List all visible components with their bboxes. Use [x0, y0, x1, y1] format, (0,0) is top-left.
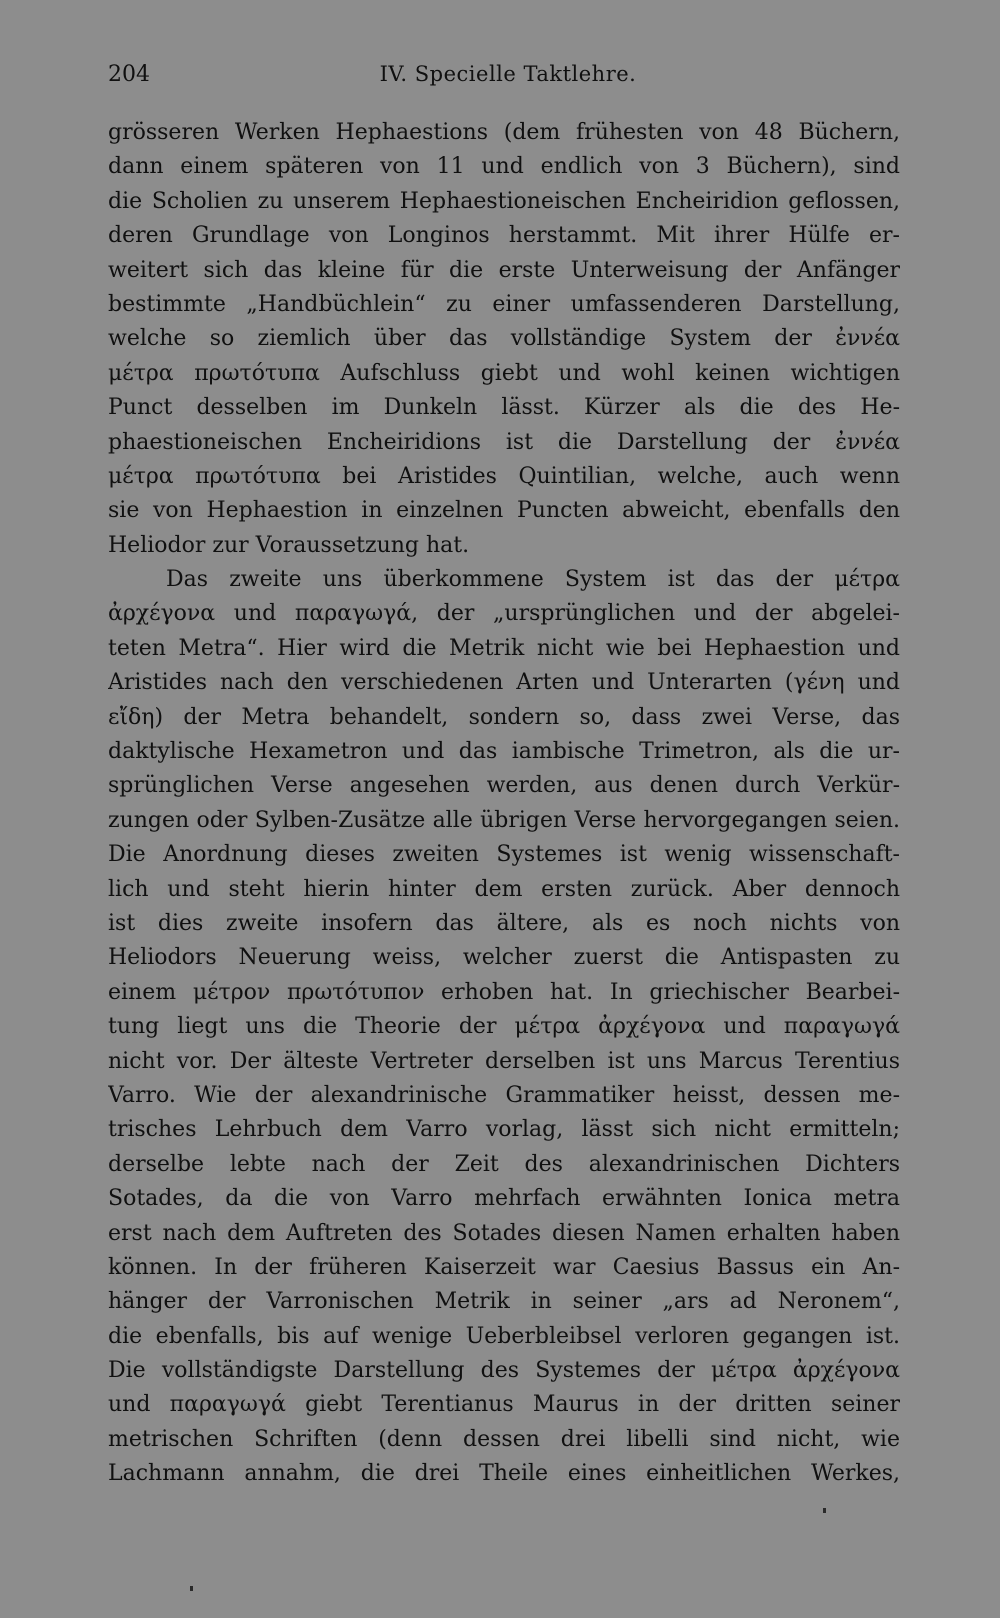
text-line: trisches Lehrbuch dem Varro vorlag, lässt sich nicht ermitteln; — [108, 1117, 900, 1143]
body-text — [108, 116, 900, 1492]
text-line: Die Anordnung dieses zweiten Systemes ist wenig wissenschaft- — [108, 842, 900, 868]
text-line: Heliodors Neuerung weiss, welcher zuerst die Antispasten zu — [108, 945, 900, 971]
text-line: derselbe lebte nach der Zeit des alexandrinischen Dichters — [108, 1151, 900, 1177]
text-line: metrischen Schriften (denn dessen drei libelli sind nicht, wie — [108, 1426, 900, 1452]
text-line: εἴδη) der Metra behandelt, sondern so, dass zwei Verse, das — [108, 704, 900, 730]
text-line: zungen oder Sylben-Zusätze alle übrigen Verse hervorgegangen seien. — [108, 807, 900, 833]
text-line: Die vollständigste Darstellung des Systemes der μέτρα ἀρχέγονα — [108, 1358, 900, 1384]
page-header — [108, 62, 908, 96]
text-line: die Scholien zu unserem Hephaestioneischen Encheiridion geflossen, — [108, 188, 900, 214]
text-line: sprünglichen Verse angesehen werden, aus denen durch Verkür- — [108, 773, 900, 799]
scan-speck — [190, 1586, 193, 1591]
text-line: die ebenfalls, bis auf wenige Ueberbleibsel verloren gegangen ist. — [108, 1323, 900, 1349]
text-line: Das zweite uns überkommene System ist das der μέτρα — [166, 567, 900, 593]
text-line: dann einem späteren von 11 und endlich von 3 Büchern), sind — [108, 154, 900, 180]
text-line: Lachmann annahm, die drei Theile eines einheitlichen Werkes, — [108, 1461, 900, 1487]
text-line: hänger der Varronischen Metrik in seiner „ars ad Neronem“, — [108, 1289, 900, 1315]
text-line: Aristides nach den verschiedenen Arten und Unterarten (γένη und — [108, 670, 900, 696]
text-line: weitert sich das kleine für die erste Unterweisung der Anfänger — [108, 257, 900, 283]
running-head: IV. Specielle Taktlehre. — [379, 62, 637, 86]
text-line: tung liegt uns die Theorie der μέτρα ἀρχέγονα und παραγωγά — [108, 1014, 900, 1040]
text-line: Sotades, da die von Varro mehrfach erwähnten Ionica metra — [108, 1186, 900, 1212]
text-line: einem μέτρον πρωτότυπον erhoben hat. In griechischer Bearbei- — [108, 979, 900, 1005]
text-line: lich und steht hierin hinter dem ersten zurück. Aber dennoch — [108, 876, 900, 902]
text-line: Heliodor zur Voraussetzung hat. — [108, 532, 470, 558]
text-line: sie von Hephaestion in einzelnen Puncten abweicht, ebenfalls den — [108, 498, 900, 524]
text-line: ist dies zweite insofern das ältere, als es noch nichts von — [108, 910, 900, 936]
text-line: teten Metra“. Hier wird die Metrik nicht wie bei Hephaestion und — [108, 635, 900, 661]
text-line: deren Grundlage von Longinos herstammt. Mit ihrer Hülfe er- — [108, 223, 900, 249]
text-line: Varro. Wie der alexandrinische Grammatiker heisst, dessen me- — [108, 1082, 900, 1108]
text-line: μέτρα πρωτότυπα bei Aristides Quintilian, welche, auch wenn — [108, 463, 900, 489]
text-line: erst nach dem Auftreten des Sotades diesen Namen erhalten haben — [108, 1220, 900, 1246]
text-line: nicht vor. Der älteste Vertreter derselben ist uns Marcus Terentius — [108, 1048, 900, 1074]
text-line: bestimmte „Handbüchlein“ zu einer umfassenderen Darstellung, — [108, 291, 900, 317]
text-line: können. In der früheren Kaiserzeit war Caesius Bassus ein An- — [108, 1254, 900, 1280]
text-line: grösseren Werken Hephaestions (dem frühesten von 48 Büchern, — [108, 120, 900, 145]
text-line: phaestioneischen Encheiridions ist die Darstellung der ἐννέα — [108, 429, 900, 455]
scan-speck — [823, 1508, 826, 1513]
text-line: welche so ziemlich über das vollständige System der ἐννέα — [108, 326, 900, 352]
text-line: Punct desselben im Dunkeln lässt. Kürzer als die des He- — [108, 395, 900, 421]
text-line: μέτρα πρωτότυπα Aufschluss giebt und wohl keinen wichtigen — [108, 360, 900, 386]
text-line: und παραγωγά giebt Terentianus Maurus in der dritten seiner — [108, 1392, 900, 1418]
page-number: 204 — [108, 62, 150, 87]
text-line: daktylische Hexametron und das iambische Trimetron, als die ur- — [108, 739, 900, 765]
text-line: ἀρχέγονα und παραγωγά, der „ursprünglichen und der abgelei- — [108, 601, 900, 627]
